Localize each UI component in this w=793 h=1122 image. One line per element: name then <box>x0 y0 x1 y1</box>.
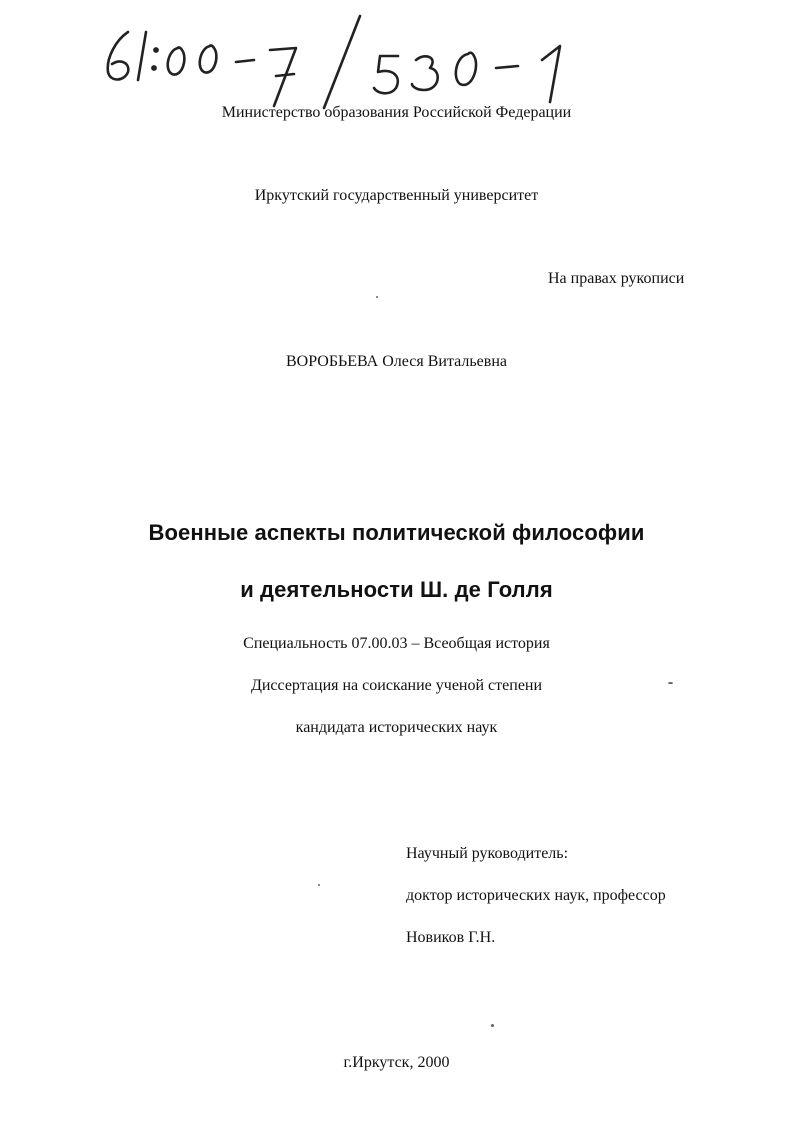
specialty: Специальность 07.00.03 – Всеобщая история <box>243 635 550 652</box>
rights-note: На правах рукописи <box>548 270 685 287</box>
author-name: ВОРОБЬЕВА Олеся Витальевна <box>285 353 507 370</box>
handwriting-drawing <box>98 10 598 110</box>
scan-speck <box>491 1024 494 1027</box>
degree-line-1: Диссертация на соискание ученой степени <box>250 677 543 694</box>
place-and-year: г.Иркутск, 2000 <box>343 1054 450 1071</box>
ministry-name: Министерство образования Российской Федерации <box>221 104 572 121</box>
supervisor-credentials: доктор исторических наук, профессор <box>406 887 666 904</box>
supervisor-name: Новиков Г.Н. <box>406 929 496 946</box>
handwritten-archive-number <box>98 10 598 110</box>
thesis-title-line-2: и деятельности Ш. де Голля <box>240 577 553 602</box>
scan-speck <box>318 884 320 886</box>
thesis-title-line-1: Военные аспекты политической философии <box>148 520 645 545</box>
scan-speck <box>668 682 673 684</box>
supervisor-label: Научный руководитель: <box>406 845 569 862</box>
degree-line-2: кандидата исторических наук <box>295 719 498 736</box>
scan-speck <box>376 296 378 298</box>
university-name: Иркутский государственный университет <box>254 187 539 204</box>
